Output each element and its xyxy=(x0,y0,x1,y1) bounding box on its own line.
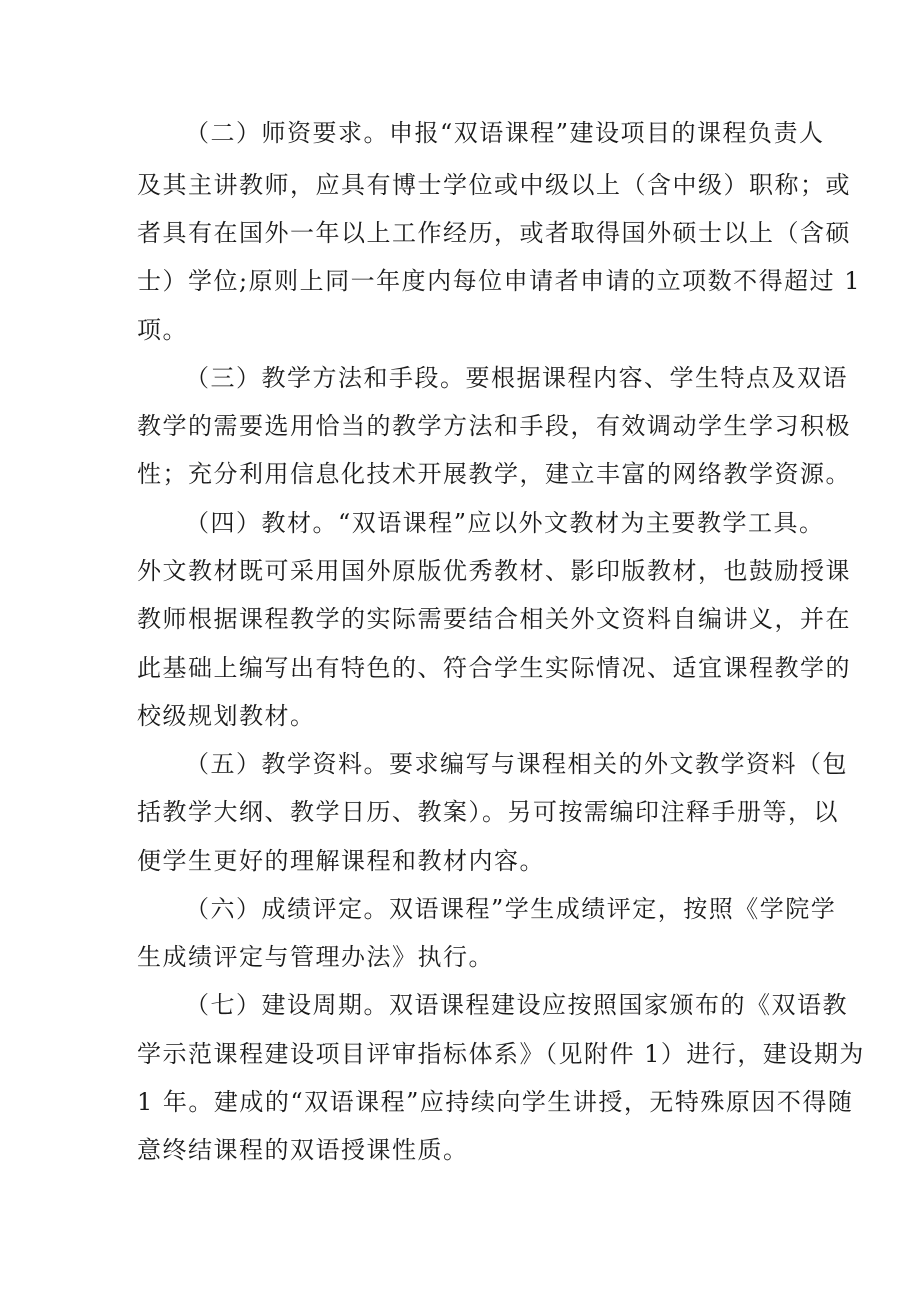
paragraph-line: 学示范课程建设项目评审指标体系》（见附件 1）进行，建设期为 xyxy=(137,1040,865,1068)
paragraph-line: 此基础上编写出有特色的、符合学生实际情况、适宜课程教学的 xyxy=(137,654,851,682)
paragraph-line: 外文教材既可采用国外原版优秀教材、影印版教材，也鼓励授课 xyxy=(137,557,851,585)
paragraph-line: 教学的需要选用恰当的教学方法和手段，有效调动学生学习积极 xyxy=(137,412,851,440)
paragraph-line: 者具有在国外一年以上工作经历，或者取得国外硕士以上（含硕 xyxy=(137,219,851,247)
paragraph-line: 意终结课程的双语授课性质。 xyxy=(137,1136,469,1164)
paragraph-line: （三）教学方法和手段。要根据课程内容、学生特点及双语 xyxy=(185,364,848,392)
paragraph-line: （七）建设周期。双语课程建设应按照国家颁布的《双语教 xyxy=(185,991,848,1019)
paragraph-line: 教师根据课程教学的实际需要结合相关外文资料自编讲义，并在 xyxy=(137,605,851,633)
paragraph-line: （五）教学资料。要求编写与课程相关的外文教学资料（包 xyxy=(185,750,848,778)
paragraph-line: （六）成绩评定。双语课程”学生成绩评定，按照《学院学 xyxy=(185,895,837,923)
paragraph-line: 校级规划教材。 xyxy=(137,702,316,730)
paragraph-line: （二）师资要求。申报“双语课程”建设项目的课程负责人 xyxy=(185,119,825,147)
paragraph-line: 性；充分利用信息化技术开展教学，建立丰富的网络教学资源。 xyxy=(137,460,851,488)
paragraph-line: 便学生更好的理解课程和教材内容。 xyxy=(137,847,545,875)
paragraph-line: （四）教材。“双语课程”应以外文教材为主要教学工具。 xyxy=(185,509,825,537)
paragraph-line: 项。 xyxy=(137,316,188,344)
paragraph-line: 及其主讲教师，应具有博士学位或中级以上（含中级）职称；或 xyxy=(137,171,851,199)
paragraph-line: 士）学位;原则上同一年度内每位申请者申请的立项数不得超过 1 xyxy=(137,267,861,295)
paragraph-line: 1 年。建成的“双语课程”应持续向学生讲授，无特殊原因不得随 xyxy=(137,1088,854,1116)
paragraph-line: 括教学大纲、教学日历、教案）。另可按需编印注释手册等，以 xyxy=(137,798,839,826)
paragraph-line: 生成绩评定与管理办法》执行。 xyxy=(137,943,494,971)
